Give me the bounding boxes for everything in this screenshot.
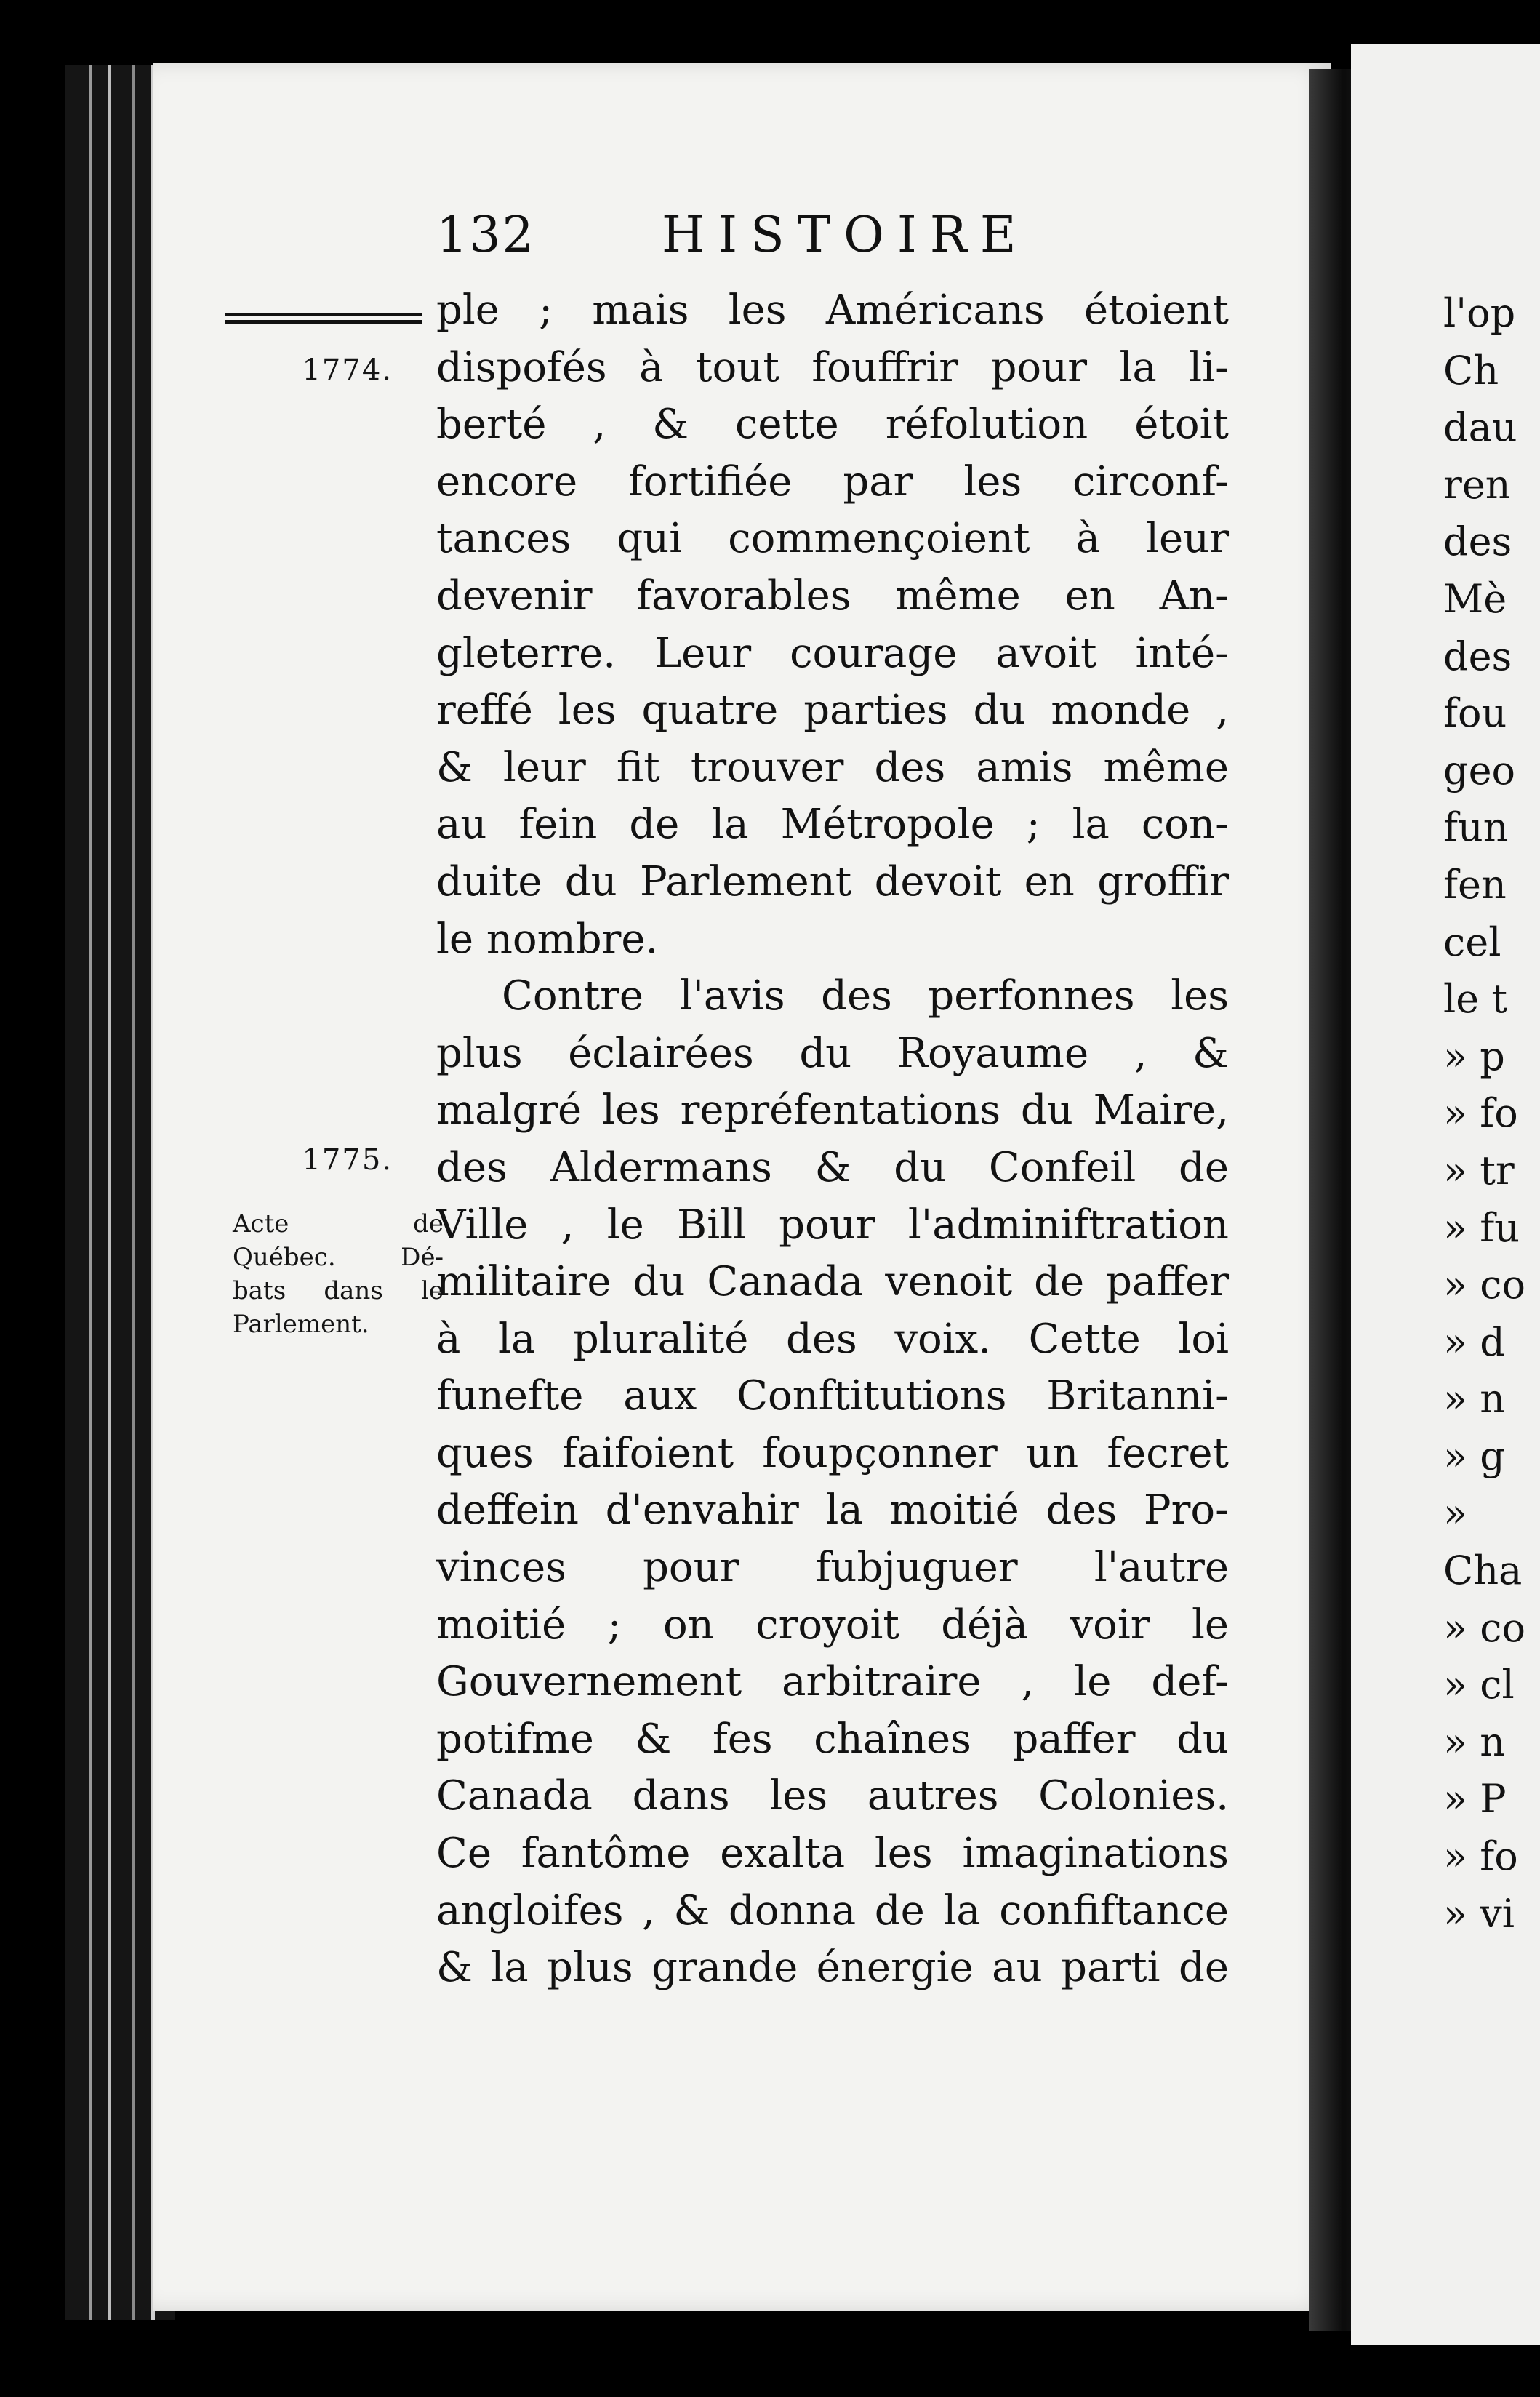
text-line: à la pluralité des voix. Cette loi	[436, 1315, 1229, 1363]
facing-line: » g	[1443, 1433, 1505, 1479]
rule-line	[225, 320, 422, 324]
facing-line: ren	[1443, 461, 1511, 508]
facing-line: » n	[1443, 1718, 1505, 1765]
facing-line: » d	[1443, 1318, 1505, 1365]
text-line: devenir favorables même en An-	[436, 572, 1229, 620]
text-line: funefte aux Conftitutions Britanni-	[436, 1372, 1229, 1420]
facing-line: » n	[1443, 1376, 1505, 1422]
text-line: Canada dans les autres Colonies.	[436, 1772, 1229, 1820]
facing-line: »	[1443, 1490, 1468, 1537]
body-text	[436, 282, 1229, 1997]
text-line: berté , & cette réfolution étoit	[436, 401, 1229, 449]
margin-year-1775: 1775.	[302, 1143, 393, 1177]
facing-line: » P	[1443, 1776, 1507, 1822]
running-title: HISTOIRE	[662, 207, 1030, 264]
sidenote-line: bats dans le	[233, 1276, 444, 1305]
text-line: militaire du Canada venoit de paffer	[436, 1258, 1229, 1306]
text-line: angloifes , & donna de la confiftance	[436, 1886, 1229, 1934]
sidenote-line: Québec. Dé-	[233, 1243, 444, 1272]
facing-line: l'op	[1443, 290, 1516, 336]
text-line: malgré les repréfentations du Maire,	[436, 1087, 1229, 1135]
text-line: & leur fit trouver des amis même	[436, 743, 1229, 791]
page-edge-line	[108, 65, 111, 2320]
facing-line: » tr	[1443, 1147, 1515, 1193]
facing-line: des	[1443, 519, 1512, 565]
text-line: tances qui commençoient à leur	[436, 515, 1229, 563]
facing-line: fun	[1443, 804, 1509, 851]
text-line: duite du Parlement devoit en groffir	[436, 857, 1229, 905]
text-line: dispofés à tout fouffrir pour la li-	[436, 343, 1229, 391]
rule-line	[225, 313, 422, 316]
facing-line: fen	[1443, 861, 1507, 908]
text-line: Contre l'avis des perfonnes les	[502, 972, 1229, 1020]
facing-page-text	[1443, 285, 1531, 1942]
page-edge-line	[89, 65, 92, 2320]
text-line: plus éclairées du Royaume , &	[436, 1029, 1229, 1077]
facing-line: Mè	[1443, 575, 1507, 622]
facing-line: Ch	[1443, 347, 1499, 393]
text-line: reffé les quatre parties du monde ,	[436, 687, 1229, 735]
text-line: des Aldermans & du Confeil de	[436, 1143, 1229, 1191]
facing-line: Cha	[1443, 1548, 1523, 1594]
text-line: au fein de la Métropole ; la con-	[436, 801, 1229, 849]
text-line: le nombre.	[436, 915, 659, 963]
text-line: Gouvernement arbitraire , le def-	[436, 1658, 1229, 1706]
text-line: potifme & fes chaînes paffer du	[436, 1715, 1229, 1763]
facing-line: dau	[1443, 404, 1517, 451]
facing-line: » co	[1443, 1604, 1525, 1651]
text-line: vinces pour fubjuguer l'autre	[436, 1544, 1229, 1592]
facing-line: le t	[1443, 976, 1508, 1023]
facing-line: cel	[1443, 919, 1501, 965]
facing-line: » fo	[1443, 1090, 1518, 1137]
text-line: Ville , le Bill pour l'adminiftration	[436, 1201, 1229, 1249]
page-number: 132	[436, 207, 535, 264]
text-line: Ce fantôme exalta les imaginations	[436, 1830, 1229, 1878]
margin-sidenote	[233, 1207, 444, 1341]
running-head	[436, 207, 1030, 272]
page-edge-line	[132, 65, 135, 2320]
facing-line: » fo	[1443, 1833, 1518, 1880]
facing-line: des	[1443, 633, 1512, 679]
text-line: deffein d'envahir la moitié des Pro-	[436, 1486, 1229, 1534]
text-line: encore fortifiée par les circonf-	[436, 457, 1229, 505]
facing-line: » co	[1443, 1262, 1525, 1308]
text-line: ple ; mais les Américans étoient	[436, 287, 1229, 334]
text-line: moitié ; on croyoit déjà voir le	[436, 1601, 1229, 1649]
text-line: ques faifoient foupçonner un fecret	[436, 1429, 1229, 1477]
facing-line: » vi	[1443, 1890, 1515, 1937]
facing-line: » p	[1443, 1033, 1505, 1079]
sidenote-line: Parlement.	[233, 1310, 369, 1339]
facing-line: fou	[1443, 690, 1507, 737]
facing-line: geo	[1443, 747, 1516, 793]
facing-line: » fu	[1443, 1204, 1520, 1251]
facing-line: » cl	[1443, 1662, 1515, 1708]
double-rule	[225, 313, 422, 327]
margin-year-1774: 1774.	[302, 353, 393, 387]
text-line: & la plus grande énergie au parti de	[436, 1944, 1229, 1992]
sidenote-line: Acte de	[233, 1209, 444, 1238]
text-line: gleterre. Leur courage avoit inté-	[436, 629, 1229, 677]
